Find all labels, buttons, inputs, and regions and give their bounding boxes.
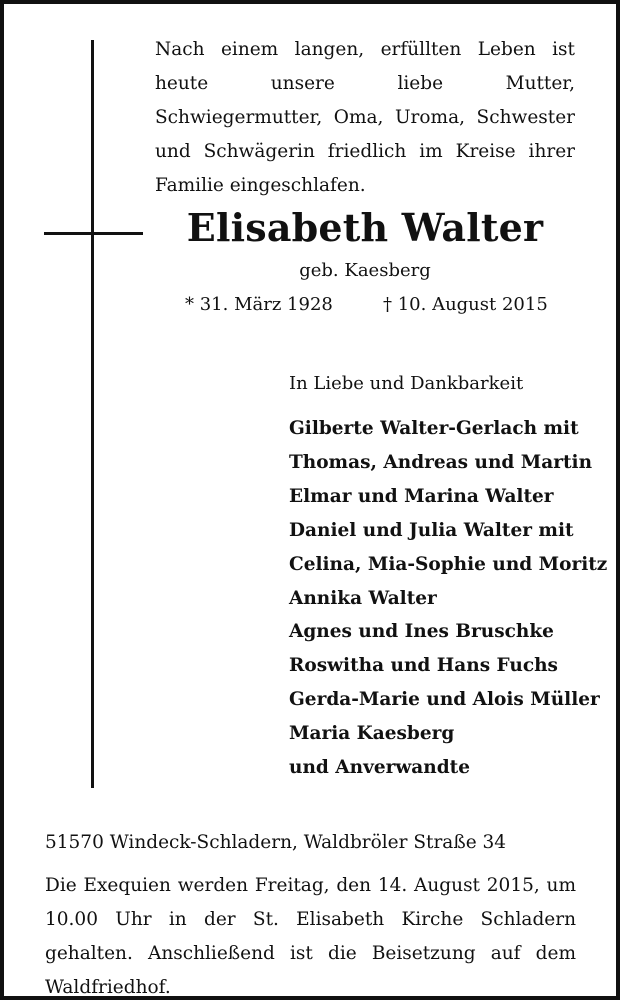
mourner-line: Maria Kaesberg xyxy=(289,723,455,745)
intro-text: Nach einem langen, erfüllten Leben ist heute unsere liebe Mutter, Schwiegermutter, Oma, Uroma, Schwester und Schwägerin friedlich im Kreise ihrer Familie eingeschlafen. xyxy=(155,39,575,196)
cross-horizontal-bar xyxy=(44,232,143,235)
mourner-line: Gilberte Walter-Gerlach mit xyxy=(289,418,579,439)
cross-vertical-bar xyxy=(91,40,94,788)
mourner-line: Celina, Mia-Sophie und Moritz xyxy=(289,553,608,575)
mourner-line: Elmar und Marina Walter xyxy=(289,485,554,507)
mourner-line: Thomas, Andreas und Martin xyxy=(289,451,593,473)
dedication-line: In Liebe und Dankbarkeit xyxy=(289,373,524,394)
birth-date: * 31. März 1928 xyxy=(185,294,333,315)
death-date: † 10. August 2015 xyxy=(383,294,548,315)
deceased-name: Elisabeth Walter xyxy=(186,205,544,250)
mourner-line: Agnes und Ines Bruschke xyxy=(289,621,554,643)
mourner-line: und Anverwandte xyxy=(289,757,470,779)
birth-name: geb. Kaesberg xyxy=(299,260,431,281)
mourner-line: Gerda-Marie und Alois Müller xyxy=(289,689,600,711)
mourner-line: Daniel und Julia Walter mit xyxy=(289,519,574,541)
mourners-list xyxy=(289,412,607,785)
mourner-line: Roswitha und Hans Fuchs xyxy=(289,655,558,677)
mourner-line: Annika Walter xyxy=(289,587,437,609)
service-info: Die Exequien werden Freitag, den 14. August 2015, um 10.00 Uhr in der St. Elisabeth Kirche Schladern gehalten. Anschließend ist die Beisetzung auf dem Waldfriedhof. xyxy=(45,875,576,998)
address-line: 51570 Windeck-Schladern, Waldbröler Straße 34 xyxy=(45,832,507,853)
